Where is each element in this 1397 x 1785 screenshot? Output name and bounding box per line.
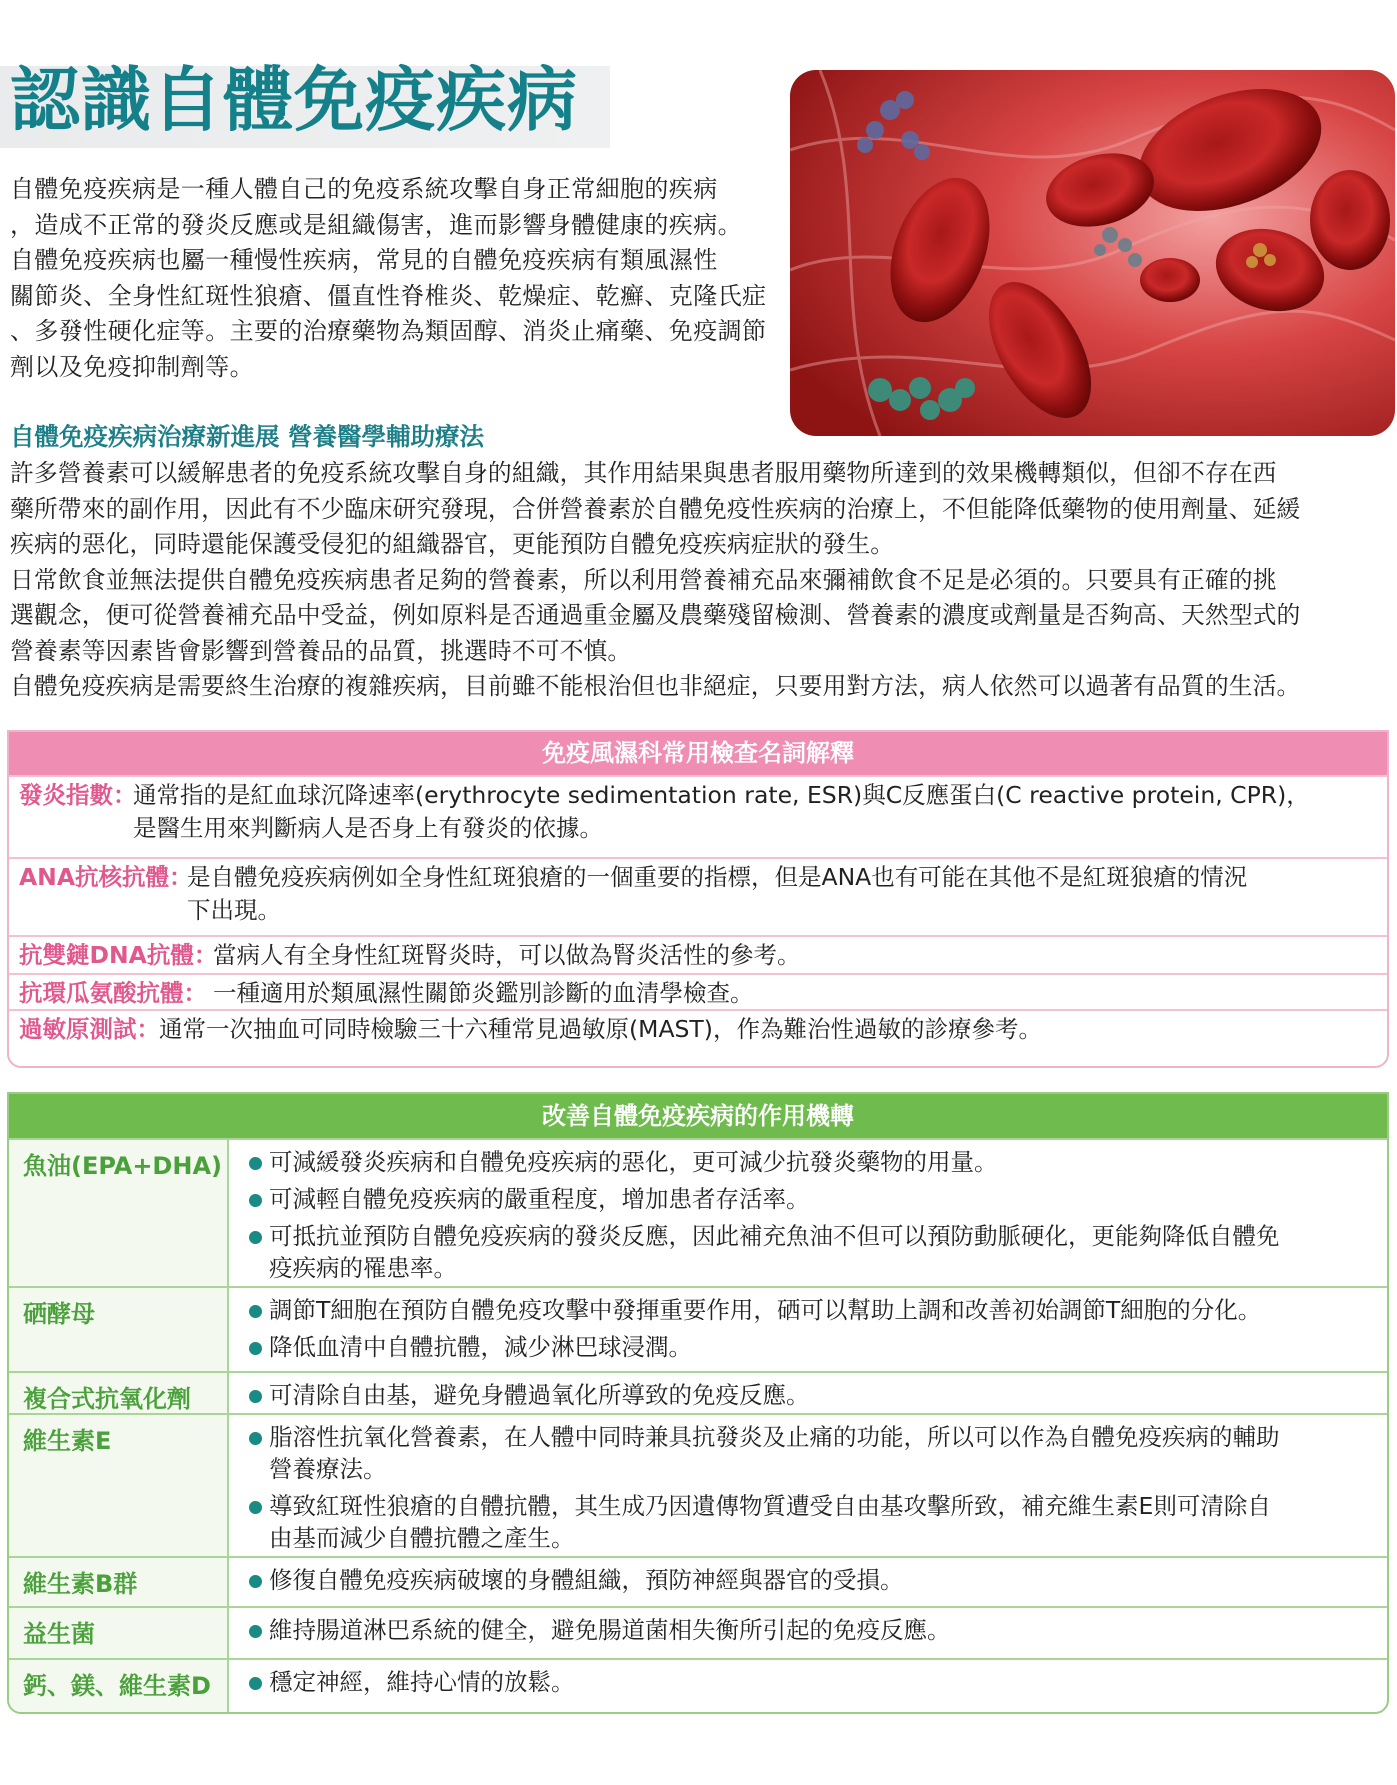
benefit-item: 可清除自由基，避免身體過氧化所導致的免疫反應。 xyxy=(247,1379,1375,1411)
glossary-term: ANA抗核抗體： xyxy=(19,863,193,891)
nutrient-name: 維生素B群 xyxy=(9,1558,229,1606)
benefit-list xyxy=(247,1294,1375,1368)
page-title: 認識自體免疫疾病 xyxy=(10,59,578,141)
benefit-item: 可減緩發炎疾病和自體免疫疾病的惡化，更可減少抗發炎藥物的用量。 xyxy=(247,1146,1375,1178)
mechanism-header: 改善自體免疫疾病的作用機轉 xyxy=(9,1094,1387,1138)
nutrient-name: 複合式抗氧化劑 xyxy=(9,1373,229,1413)
glossary-header: 免疫風濕科常用檢查名詞解釋 xyxy=(9,732,1387,775)
benefit-item: 導致紅斑性狼瘡的自體抗體，其生成乃因遺傳物質遭受自由基攻擊所致，補充維生素E則可清除自 由基而減少自體抗體之產生。 xyxy=(247,1490,1375,1554)
benefit-list xyxy=(247,1379,1375,1416)
benefit-list xyxy=(247,1564,1375,1601)
body-paragraph: 許多營養素可以緩解患者的免疫系統攻擊自身的組織，其作用結果與患者服用藥物所達到的效果機轉類似，但卻不存在西 藥所帶來的副作用，因此有不少臨床研究發現，合併營養素於自體免疫性疾病的治療上，不但能降低藥物的使用劑量、延緩 疾病的惡化，同時還能保護受侵犯的組織器官，更能預防自體免疫疾病症狀的發生。 日常飲食並無法提供自體免疫疾病患者足夠的營養素，所以利用營養補充品來彌補飲食不足是必須的。只要具有正確的挑 選觀念，便可從營養補充品中受益，例如原料是否通過重金屬及農藥殘留檢測、營養素的濃度或劑量是否夠高、天然型式的 營養素等因素皆會影響到營養品的品質，挑選時不可不慎。 自體免疫疾病是需要終生治療的複雜疾病，目前雖不能根治但也非絕症，只要用對方法，病人依然可以過著有品質的生活。 xyxy=(10,459,1301,700)
mechanism-row xyxy=(9,1556,1387,1606)
mechanism-table xyxy=(7,1092,1389,1714)
glossary-row xyxy=(9,935,1387,973)
glossary-term: 過敏原測試： xyxy=(19,1015,160,1043)
benefit-item: 脂溶性抗氧化營養素，在人體中同時兼具抗發炎及止痛的功能，所以可以作為自體免疫疾病的輔助 營養療法。 xyxy=(247,1421,1375,1485)
nutrient-name: 鈣、鎂、維生素D xyxy=(9,1660,229,1714)
benefit-item: 穩定神經，維持心情的放鬆。 xyxy=(247,1666,1375,1698)
glossary-row xyxy=(9,973,1387,1009)
nutrient-name: 硒酵母 xyxy=(9,1288,229,1371)
glossary-term: 抗環瓜氨酸抗體： xyxy=(19,979,207,1007)
benefit-list xyxy=(247,1666,1375,1703)
glossary-row xyxy=(9,857,1387,935)
glossary-definition: 是自體免疫疾病例如全身性紅斑狼瘡的一個重要的指標，但是ANA也有可能在其他不是紅斑狼瘡的情況 下出現。 xyxy=(187,863,1248,924)
mechanism-row xyxy=(9,1413,1387,1556)
glossary-row xyxy=(9,775,1387,857)
benefit-item: 修復自體免疫疾病破壞的身體組織，預防神經與器官的受損。 xyxy=(247,1564,1375,1596)
nutrient-name: 維生素E xyxy=(9,1415,229,1556)
benefit-list xyxy=(247,1614,1375,1651)
glossary-definition: 當病人有全身性紅斑腎炎時，可以做為腎炎活性的參考。 xyxy=(213,941,801,969)
mechanism-row xyxy=(9,1371,1387,1413)
benefit-item: 可抵抗並預防自體免疫疾病的發炎反應，因此補充魚油不但可以預防動脈硬化，更能夠降低自體免 疫疾病的罹患率。 xyxy=(247,1220,1375,1284)
benefit-item: 調節T細胞在預防自體免疫攻擊中發揮重要作用，硒可以幫助上調和改善初始調節T細胞的分化。 xyxy=(247,1294,1375,1326)
mechanism-row xyxy=(9,1658,1387,1714)
mechanism-row xyxy=(9,1138,1387,1286)
mechanism-row xyxy=(9,1606,1387,1658)
benefit-item: 維持腸道淋巴系統的健全，避免腸道菌相失衡所引起的免疫反應。 xyxy=(247,1614,1375,1646)
mechanism-row xyxy=(9,1286,1387,1371)
glossary-definition: 一種適用於類風濕性關節炎鑑別診斷的血清學檢查。 xyxy=(213,979,754,1007)
nutrient-name: 魚油(EPA+DHA) xyxy=(9,1140,229,1286)
nutrient-name: 益生菌 xyxy=(9,1608,229,1658)
blood-cells-illustration xyxy=(790,70,1395,436)
benefit-list xyxy=(247,1146,1375,1289)
glossary-definition: 通常一次抽血可同時檢驗三十六種常見過敏原(MAST)，作為難治性過敏的診療參考。 xyxy=(159,1015,1042,1043)
section-subheading: 自體免疫疾病治療新進展 營養醫學輔助療法 xyxy=(10,422,485,451)
glossary-row xyxy=(9,1009,1387,1068)
glossary-term: 發炎指數： xyxy=(19,781,137,809)
intro-paragraph: 自體免疫疾病是一種人體自己的免疫系統攻擊自身正常細胞的疾病 ，造成不正常的發炎反應或是組織傷害，進而影響身體健康的疾病。 自體免疫疾病也屬一種慢性疾病，常見的自體免疫疾病有類風濕性 關節炎、全身性紅斑性狼瘡、僵直性脊椎炎、乾燥症、乾癬、克隆氏症 、多發性硬化症等。主要的治療藥物為類固醇、消炎止痛藥、免疫調節 劑以及免疫抑制劑等。 xyxy=(10,175,767,381)
benefit-item: 可減輕自體免疫疾病的嚴重程度，增加患者存活率。 xyxy=(247,1183,1375,1215)
benefit-list xyxy=(247,1421,1375,1559)
benefit-item: 降低血清中自體抗體，減少淋巴球浸潤。 xyxy=(247,1331,1375,1363)
glossary-definition: 通常指的是紅血球沉降速率(erythrocyte sedimentation rate, ESR)與C反應蛋白(C reactive protein, CPR)， 是醫生用來判斷病人是否身上有發炎的依據。 xyxy=(133,781,1310,842)
glossary-table xyxy=(7,730,1389,1068)
glossary-term: 抗雙鏈DNA抗體： xyxy=(19,941,218,969)
